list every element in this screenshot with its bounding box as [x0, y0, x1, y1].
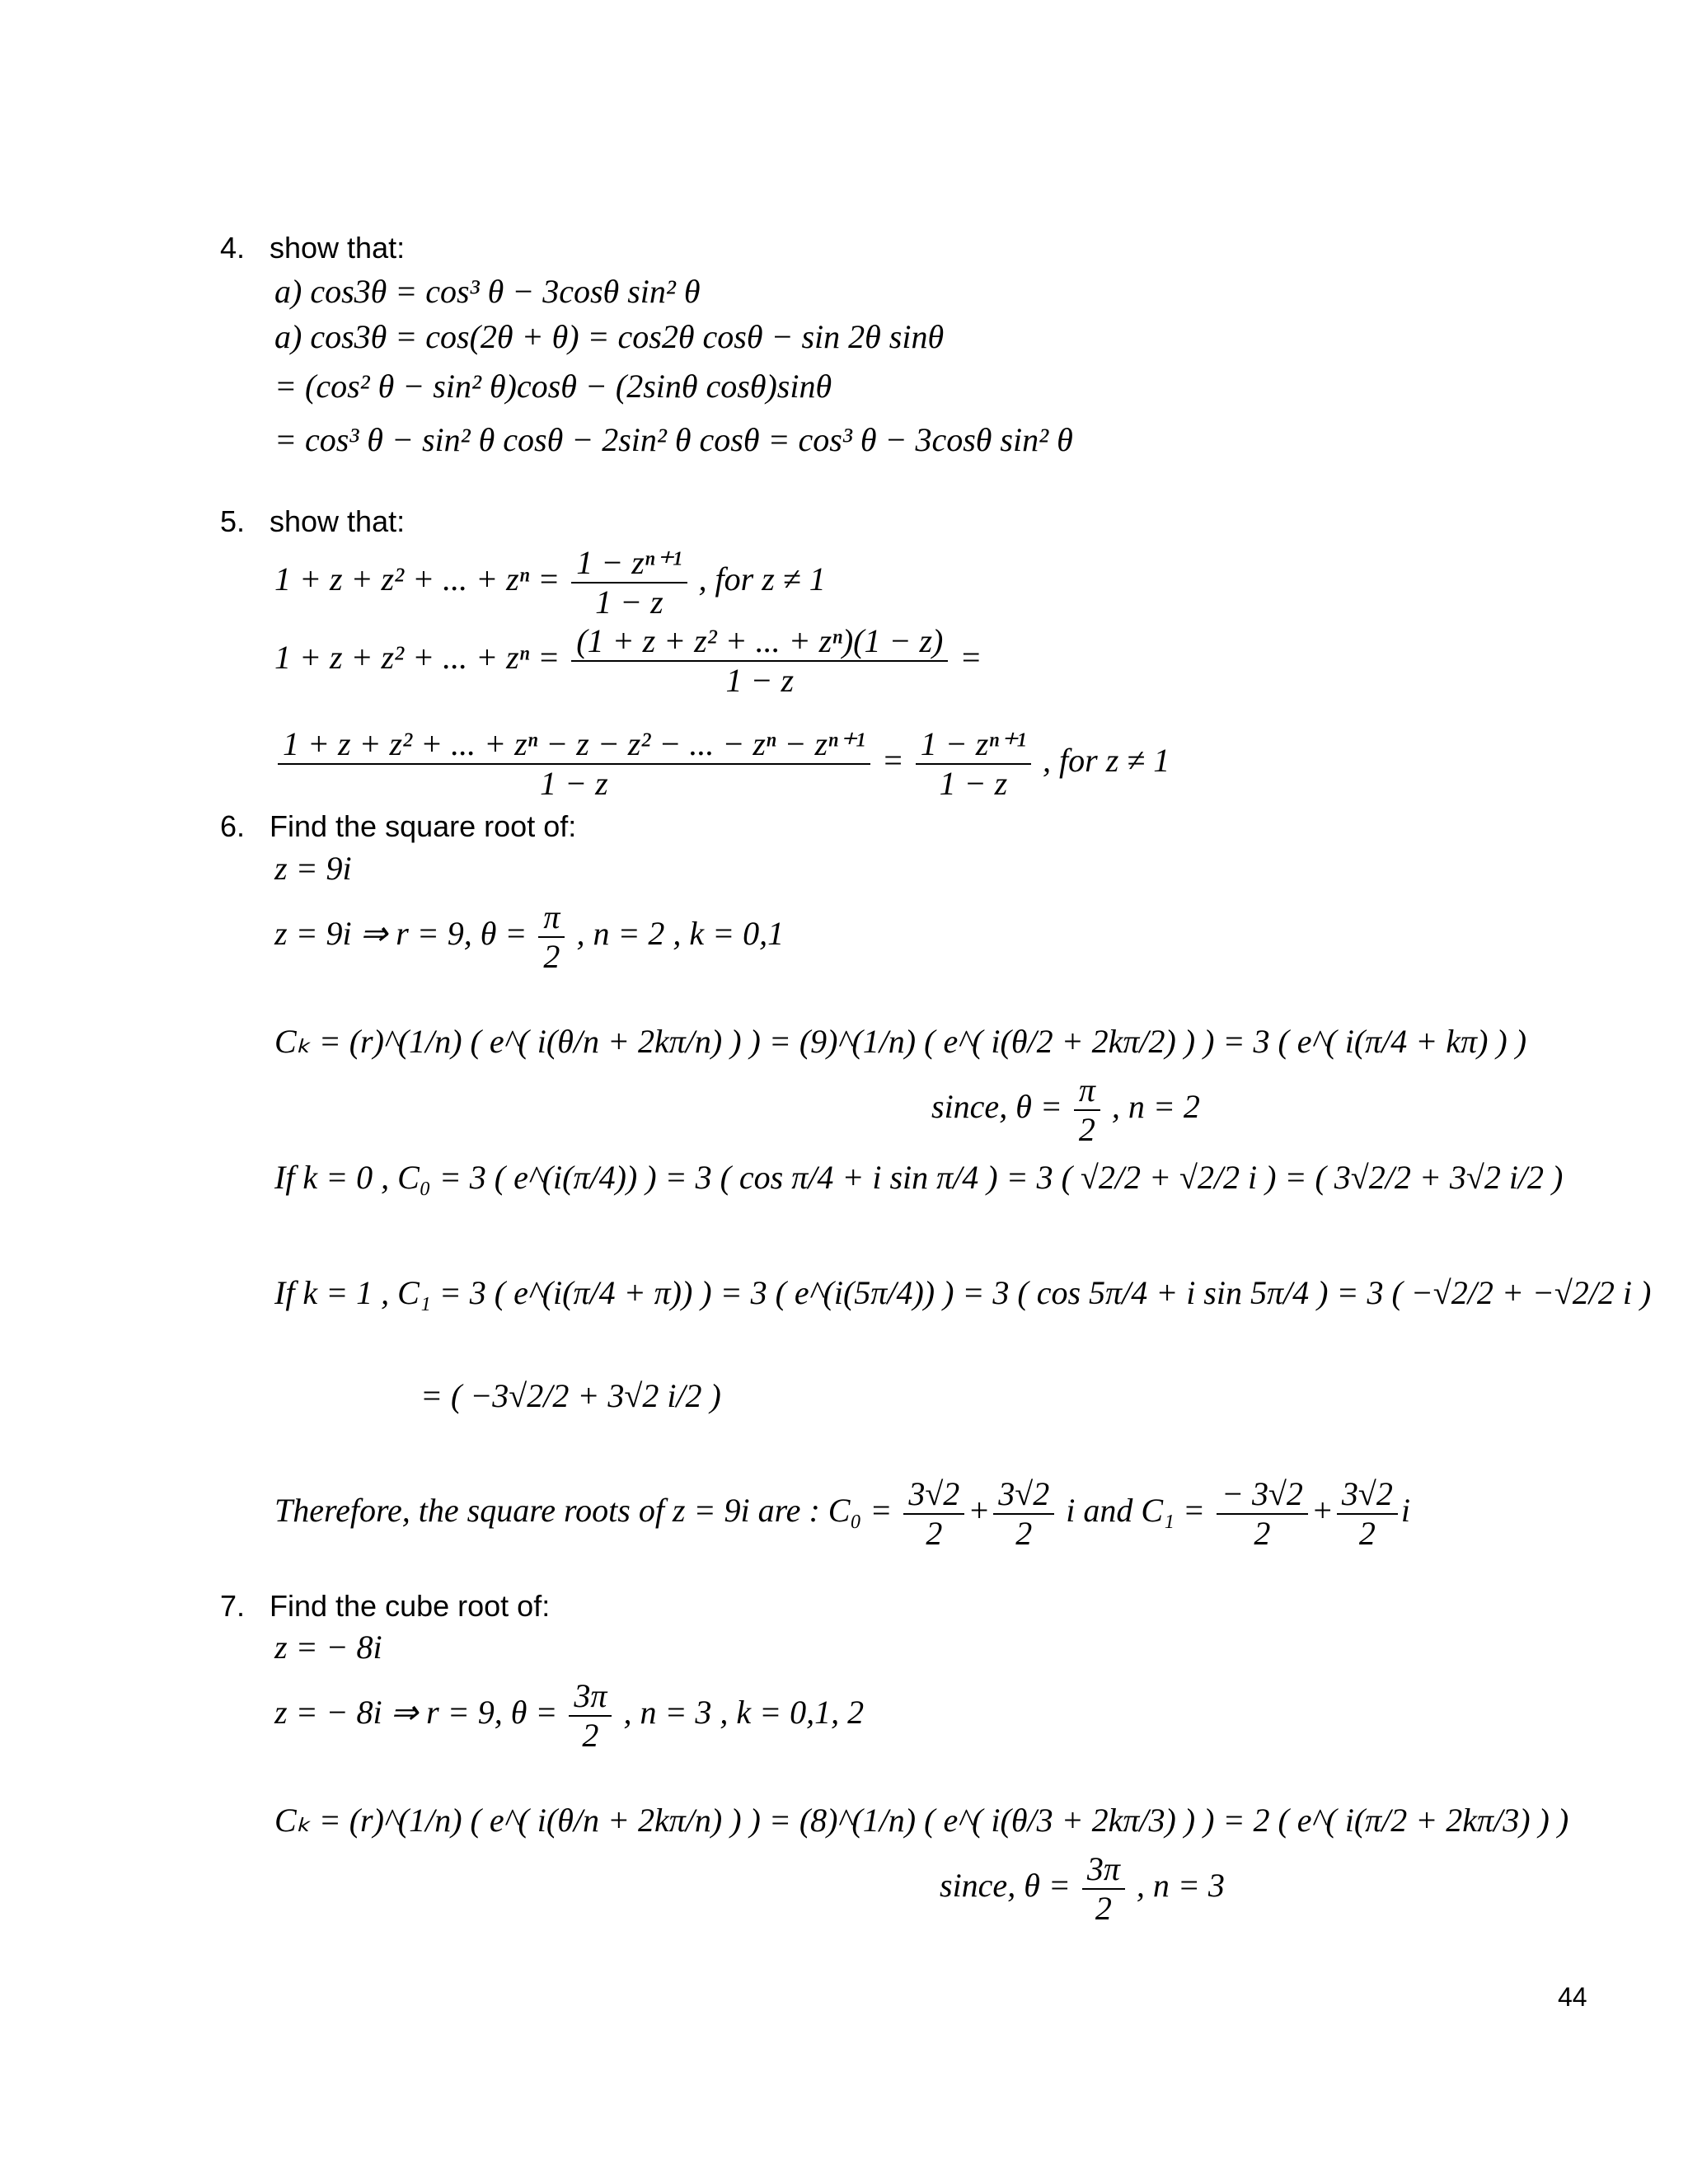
q4-line-1: a) cos3θ = cos³ θ − 3cosθ sin² θ	[274, 273, 701, 310]
q7-theta-denominator: 2	[582, 1717, 599, 1754]
q6-ck-since-numerator: π	[1074, 1071, 1100, 1111]
q7-ck-since	[940, 1850, 1225, 1928]
q6-c0-real-numerator: 3√2	[903, 1475, 964, 1515]
page-number: 44	[1558, 1982, 1587, 2012]
q5-l3-fraction-1	[278, 725, 870, 803]
q6-theta-fraction	[538, 898, 565, 976]
q6-params-right: , n = 2 , k = 0,1	[576, 915, 785, 953]
q4-line-3: = (cos² θ − sin² θ)cosθ − (2sinθ cosθ)sinθ	[274, 368, 832, 405]
q6-c1-imag-fraction	[1337, 1475, 1398, 1553]
q7-ck-since-denominator: 2	[1095, 1890, 1112, 1927]
q7-ck-since-label: since, θ =	[940, 1867, 1071, 1905]
q6-c1-real-numerator: − 3√2	[1217, 1475, 1308, 1515]
q7-ck-formula: Cₖ = (r)^(1/n) ( e^( i(θ/n + 2kπ/n) ) ) = (8)^(1/n) ( e^( i(θ/3 + 2kπ/3) ) ) = 2 ( e^( i(π/2 + 2kπ/3) ) )	[274, 1802, 1569, 1839]
q4-prompt: show that:	[270, 231, 406, 265]
q6-ck-since-fraction	[1074, 1071, 1100, 1149]
q5-l3-condition: , for z ≠ 1	[1043, 742, 1170, 780]
q6-theta-denominator: 2	[543, 938, 560, 975]
q5-l1-left: 1 + z + z² + ... + zⁿ =	[274, 560, 560, 598]
q7-ck-since-numerator: 3π	[1082, 1850, 1125, 1890]
q5-l1-numerator: 1 − zⁿ⁺¹	[571, 544, 687, 583]
q6-given: z = 9i	[274, 850, 352, 887]
q6-c1-imag-denominator: 2	[1358, 1515, 1376, 1552]
q5-l3-denominator-2: 1 − z	[939, 765, 1008, 802]
q4-line-4: = cos³ θ − sin² θ cosθ − 2sin² θ cosθ = cos³ θ − 3cosθ sin² θ	[274, 421, 1073, 458]
q6-conclusion-lead: Therefore, the square roots of z = 9i are : C₀ =	[274, 1492, 893, 1530]
q5-l2-fraction	[571, 622, 948, 700]
q6-ck-formula: Cₖ = (r)^(1/n) ( e^( i(θ/n + 2kπ/n) ) ) = (9)^(1/n) ( e^( i(θ/2 + 2kπ/2) ) ) = 3 ( e^( i(π/4 + kπ) ) )	[274, 1023, 1527, 1060]
q6-and-word: i and C₁ =	[1066, 1492, 1205, 1530]
q7-params-left: z = − 8i ⇒ r = 9, θ =	[274, 1694, 558, 1732]
q6-theta-numerator: π	[538, 898, 565, 938]
q7-ck-n: , n = 3	[1136, 1867, 1225, 1905]
q5-l3-numerator-2: 1 − zⁿ⁺¹	[916, 725, 1031, 765]
q6-k1-continuation: = ( −3√2/2 + 3√2 i/2 )	[420, 1377, 721, 1414]
q6-number: 6.	[220, 809, 246, 843]
q6-ck-since-denominator: 2	[1078, 1111, 1095, 1148]
q7-ck-since-fraction	[1082, 1850, 1125, 1928]
q6-c0-real-fraction	[903, 1475, 964, 1553]
q6-k0-line: If k = 0 , C₀ = 3 ( e^(i(π/4)) ) = 3 ( cos π/4 + i sin π/4 ) = 3 ( √2/2 + √2/2 i ) = ( 3√2/2 + 3√2 i/2 )	[274, 1159, 1564, 1196]
q6-c0-real-denominator: 2	[926, 1515, 943, 1552]
q5-l3-equals: =	[881, 742, 904, 780]
q5-number: 5.	[220, 504, 246, 538]
q6-ck-since	[931, 1071, 1200, 1149]
q7-theta-fraction	[569, 1677, 612, 1755]
q7-params	[274, 1677, 864, 1755]
q5-prompt: show that:	[270, 504, 406, 538]
q6-c1-real-denominator: 2	[1254, 1515, 1271, 1552]
q6-conclusion: Therefore, the square roots of z = 9i are : C₀ = $\frac{3√2}{2}$ + $\frac{3√2}{2}$ i and C₁ = $\frac{- 3√2}{2}$ + $\frac{3√2}{2}$ i	[274, 1475, 1410, 1552]
q7-params-right: , n = 3 , k = 0,1, 2	[623, 1694, 865, 1732]
q6-ck-since-label: since, θ =	[931, 1088, 1062, 1126]
q6-c0-imag-numerator: 3√2	[993, 1475, 1054, 1515]
q6-tail-i: i	[1400, 1492, 1410, 1530]
q6-prompt: Find the square root of:	[270, 809, 577, 843]
q7-prompt: Find the cube root of:	[270, 1589, 551, 1623]
q4-number: 4.	[220, 231, 246, 265]
q5-l3-numerator-1: 1 + z + z² + ... + zⁿ − z − z² − ... − zⁿ − zⁿ⁺¹	[278, 725, 870, 765]
q5-l2-left: 1 + z + z² + ... + zⁿ =	[274, 639, 560, 677]
q6-c1-real-fraction	[1217, 1475, 1308, 1553]
q5-line-1	[274, 544, 826, 621]
q5-l2-denominator: 1 − z	[725, 662, 795, 699]
q5-l2-numerator: (1 + z + z² + ... + zⁿ)(1 − z)	[571, 622, 948, 662]
q6-c0-imag-fraction	[993, 1475, 1054, 1553]
q5-line-2	[274, 622, 982, 700]
q7-given: z = − 8i	[274, 1629, 382, 1666]
q7-number: 7.	[220, 1589, 246, 1623]
q6-params	[274, 898, 784, 976]
q4-line-2: a) cos3θ = cos(2θ + θ) = cos2θ cosθ − sin 2θ sinθ	[274, 318, 945, 355]
q6-ck-line	[274, 1022, 1526, 1061]
q5-l1-denominator: 1 − z	[595, 583, 663, 621]
q5-l1-fraction	[571, 544, 687, 621]
q6-ck-n: , n = 2	[1111, 1088, 1200, 1126]
q5-line-3	[274, 725, 1170, 803]
q7-theta-numerator: 3π	[569, 1677, 612, 1717]
q6-k1-line: If k = 1 , C₁ = 3 ( e^(i(π/4 + π)) ) = 3 ( e^(i(5π/4)) ) = 3 ( cos 5π/4 + i sin 5π/4 ) = 3 ( −√2/2 + −√2/2 i )	[274, 1274, 1652, 1311]
q6-c0-imag-denominator: 2	[1015, 1515, 1033, 1552]
q7-ck-line	[274, 1801, 1568, 1840]
q5-l2-tail: =	[959, 639, 982, 677]
q6-params-left: z = 9i ⇒ r = 9, θ =	[274, 915, 528, 953]
q5-l3-denominator-1: 1 − z	[540, 765, 608, 802]
q5-l1-condition: , for z ≠ 1	[698, 560, 826, 598]
q6-c1-imag-numerator: 3√2	[1337, 1475, 1398, 1515]
q5-l3-fraction-2	[916, 725, 1031, 803]
